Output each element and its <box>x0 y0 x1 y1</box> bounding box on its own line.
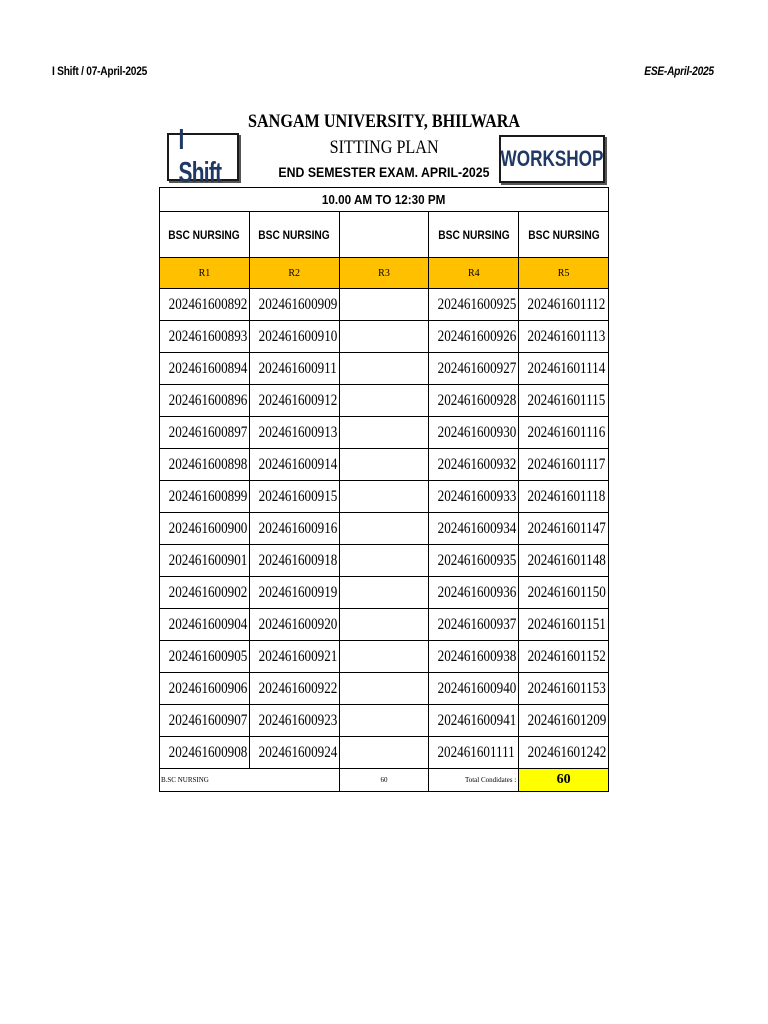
roll-number-cell <box>519 353 609 385</box>
roll-number-cell <box>429 577 519 609</box>
roll-number-cell <box>429 705 519 737</box>
roll-number: 202461601148 <box>527 551 607 569</box>
table-row <box>160 385 609 417</box>
roll-number-cell <box>160 673 250 705</box>
roll-number: 202461600893 <box>168 327 248 345</box>
roll-number-cell <box>249 321 339 353</box>
roll-number: 202461600916 <box>258 519 338 537</box>
table-row <box>160 417 609 449</box>
roll-number-cell <box>249 609 339 641</box>
roll-number: 202461601118 <box>527 487 606 505</box>
roll-number-cell <box>429 353 519 385</box>
table-row <box>160 321 609 353</box>
shift-logo-text: I Shift <box>178 124 222 189</box>
room-header: R2 <box>249 258 339 289</box>
roll-number-cell <box>160 545 250 577</box>
roll-number: 202461600919 <box>258 583 338 601</box>
roll-number-cell <box>429 321 519 353</box>
roll-number: 202461600937 <box>438 615 517 633</box>
plan-title-text: SITTING PLAN <box>329 137 439 158</box>
roll-number: 202461600910 <box>258 327 338 345</box>
roll-number-cell <box>339 321 429 353</box>
roll-number-cell <box>339 545 429 577</box>
table-row <box>160 289 609 321</box>
roll-number: 202461600911 <box>258 359 337 377</box>
roll-number-cell <box>429 449 519 481</box>
exam-time-text: 10.00 AM TO 12:30 PM <box>322 192 446 207</box>
roll-number-cell <box>519 321 609 353</box>
roll-number: 202461600925 <box>438 295 517 313</box>
roll-number-cell <box>519 737 609 769</box>
roll-number-cell <box>249 385 339 417</box>
roll-number-cell <box>249 673 339 705</box>
roll-number-cell <box>160 481 250 513</box>
exam-time-cell <box>160 188 609 212</box>
roll-number-cell <box>339 577 429 609</box>
roll-number: 202461600935 <box>438 551 517 569</box>
roll-number-cell <box>339 673 429 705</box>
roll-number: 202461600906 <box>168 679 248 697</box>
course-label: BSC NURSING <box>527 227 600 242</box>
table-row <box>160 353 609 385</box>
university-title <box>160 111 608 133</box>
roll-number: 202461600898 <box>168 455 248 473</box>
roll-number: 202461601147 <box>527 519 607 537</box>
roll-number-cell <box>429 417 519 449</box>
roll-number-cell <box>160 705 250 737</box>
roll-number: 202461601152 <box>527 647 607 665</box>
roll-number-cell <box>429 609 519 641</box>
roll-number-cell <box>160 353 250 385</box>
roll-number-cell <box>249 641 339 673</box>
summary-row <box>160 769 609 792</box>
time-row <box>160 188 609 212</box>
table-row <box>160 545 609 577</box>
roll-number-cell <box>160 577 250 609</box>
roll-number: 202461601153 <box>527 679 607 697</box>
roll-number-cell <box>249 737 339 769</box>
roll-number-cell <box>339 513 429 545</box>
roll-number: 202461601111 <box>437 743 516 761</box>
roll-number-cell <box>249 449 339 481</box>
room-header: R4 <box>429 258 519 289</box>
roll-number: 202461600941 <box>438 711 517 729</box>
roll-number-cell <box>519 513 609 545</box>
table-row <box>160 513 609 545</box>
roll-number: 202461601117 <box>527 455 606 473</box>
roll-number-cell <box>429 513 519 545</box>
roll-number: 202461601114 <box>527 359 606 377</box>
roll-number-cell <box>519 641 609 673</box>
roll-number-cell <box>339 353 429 385</box>
room-row <box>160 258 609 289</box>
roll-number-cell <box>160 417 250 449</box>
roll-number-cell <box>160 737 250 769</box>
roll-number-cell <box>429 737 519 769</box>
table-row <box>160 481 609 513</box>
roll-number: 202461600938 <box>438 647 517 665</box>
course-cell <box>339 212 429 258</box>
room-header: R1 <box>160 258 250 289</box>
roll-number: 202461600897 <box>168 423 248 441</box>
roll-number-cell <box>519 705 609 737</box>
roll-number: 202461600892 <box>168 295 248 313</box>
roll-number-cell <box>160 513 250 545</box>
roll-number-cell <box>249 545 339 577</box>
roll-number: 202461600924 <box>258 743 338 761</box>
roll-number: 202461600922 <box>258 679 338 697</box>
roll-number: 202461600909 <box>258 295 338 313</box>
roll-number: 202461600940 <box>438 679 517 697</box>
total-candidates-label: Total Condidates : <box>429 769 519 792</box>
roll-number-cell <box>519 673 609 705</box>
roll-number: 202461600894 <box>168 359 248 377</box>
roll-number-cell <box>160 641 250 673</box>
roll-number: 202461600902 <box>168 583 248 601</box>
roll-number: 202461600907 <box>168 711 248 729</box>
sitting-plan-table <box>159 187 609 792</box>
roll-number: 202461600896 <box>168 391 248 409</box>
roll-number-cell <box>160 609 250 641</box>
roll-number: 202461600921 <box>258 647 338 665</box>
roll-number-cell <box>519 577 609 609</box>
plan-title <box>160 137 608 159</box>
summary-count: 60 <box>339 769 429 792</box>
roll-number: 202461600900 <box>168 519 248 537</box>
roll-number-cell <box>429 673 519 705</box>
roll-number-cell <box>160 321 250 353</box>
room-header: R3 <box>339 258 429 289</box>
roll-number-cell <box>160 385 250 417</box>
roll-number-cell <box>519 609 609 641</box>
course-label: BSC NURSING <box>258 227 330 242</box>
roll-number-cell <box>339 609 429 641</box>
course-cell <box>160 212 250 258</box>
roll-number: 202461600926 <box>438 327 517 345</box>
roll-number-cell <box>339 289 429 321</box>
roll-number: 202461600920 <box>258 615 338 633</box>
roll-number-cell <box>519 417 609 449</box>
exam-title-text: END SEMESTER EXAM. APRIL-2025 <box>278 164 490 180</box>
roll-number-cell <box>519 545 609 577</box>
roll-number-cell <box>249 577 339 609</box>
roll-number: 202461601209 <box>527 711 607 729</box>
roll-number-cell <box>429 481 519 513</box>
roll-number-cell <box>249 353 339 385</box>
roll-number-cell <box>339 481 429 513</box>
course-cell <box>519 212 609 258</box>
roll-number: 202461600923 <box>258 711 338 729</box>
roll-number-cell <box>519 481 609 513</box>
roll-number-cell <box>339 641 429 673</box>
roll-number-cell <box>519 289 609 321</box>
venue-logo-text: WORKSHOP <box>500 146 604 171</box>
roll-number: 202461600932 <box>438 455 517 473</box>
roll-number: 202461600905 <box>168 647 248 665</box>
course-label: BSC NURSING <box>168 227 241 242</box>
roll-number: 202461600936 <box>438 583 517 601</box>
course-cell <box>429 212 519 258</box>
roll-number: 202461601112 <box>527 295 606 313</box>
roll-number-cell <box>339 417 429 449</box>
summary-course: B.SC NURSING <box>160 769 340 792</box>
exam-title <box>160 164 608 180</box>
roll-number-cell <box>339 737 429 769</box>
roll-number: 202461600934 <box>438 519 517 537</box>
table-row <box>160 673 609 705</box>
table-row <box>160 577 609 609</box>
total-candidates-value: 60 <box>519 769 609 792</box>
roll-number: 202461601115 <box>527 391 606 409</box>
table-row <box>160 737 609 769</box>
course-label: BSC NURSING <box>438 227 510 242</box>
roll-number: 202461600912 <box>258 391 338 409</box>
roll-number: 202461600927 <box>438 359 517 377</box>
roll-number: 202461600899 <box>168 487 248 505</box>
roll-number-cell <box>339 705 429 737</box>
table-row <box>160 449 609 481</box>
roll-number-cell <box>339 385 429 417</box>
roll-number-cell <box>160 289 250 321</box>
roll-number: 202461600933 <box>438 487 517 505</box>
roll-number: 202461600901 <box>168 551 248 569</box>
shift-date-header: I Shift / 07-April-2025 <box>52 64 148 78</box>
roll-number: 202461600904 <box>168 615 248 633</box>
roll-number: 202461601242 <box>527 743 607 761</box>
roll-number-cell <box>249 513 339 545</box>
roll-number: 202461601151 <box>527 615 607 633</box>
roll-number: 202461601150 <box>527 583 607 601</box>
roll-number-cell <box>519 449 609 481</box>
course-row <box>160 212 609 258</box>
roll-number-cell <box>249 705 339 737</box>
exam-session-header: ESE-April-2025 <box>644 64 714 78</box>
roll-number: 202461600913 <box>258 423 338 441</box>
roll-number: 202461600928 <box>438 391 517 409</box>
roll-number-cell <box>339 449 429 481</box>
roll-number: 202461600908 <box>168 743 248 761</box>
roll-number: 202461600930 <box>438 423 517 441</box>
roll-number: 202461600915 <box>258 487 338 505</box>
table-row <box>160 705 609 737</box>
roll-number-cell <box>249 289 339 321</box>
roll-number-cell <box>160 449 250 481</box>
roll-number-cell <box>249 481 339 513</box>
roll-number-cell <box>429 545 519 577</box>
table-row <box>160 609 609 641</box>
course-cell <box>249 212 339 258</box>
roll-number: 202461600918 <box>258 551 338 569</box>
roll-number: 202461601113 <box>527 327 606 345</box>
table-row <box>160 641 609 673</box>
roll-number: 202461601116 <box>527 423 606 441</box>
university-title-text: SANGAM UNIVERSITY, BHILWARA <box>247 111 521 132</box>
roll-number-cell <box>519 385 609 417</box>
room-header: R5 <box>519 258 609 289</box>
roll-number-cell <box>429 289 519 321</box>
roll-number: 202461600914 <box>258 455 338 473</box>
roll-number-cell <box>249 417 339 449</box>
roll-number-cell <box>429 385 519 417</box>
roll-number-cell <box>429 641 519 673</box>
